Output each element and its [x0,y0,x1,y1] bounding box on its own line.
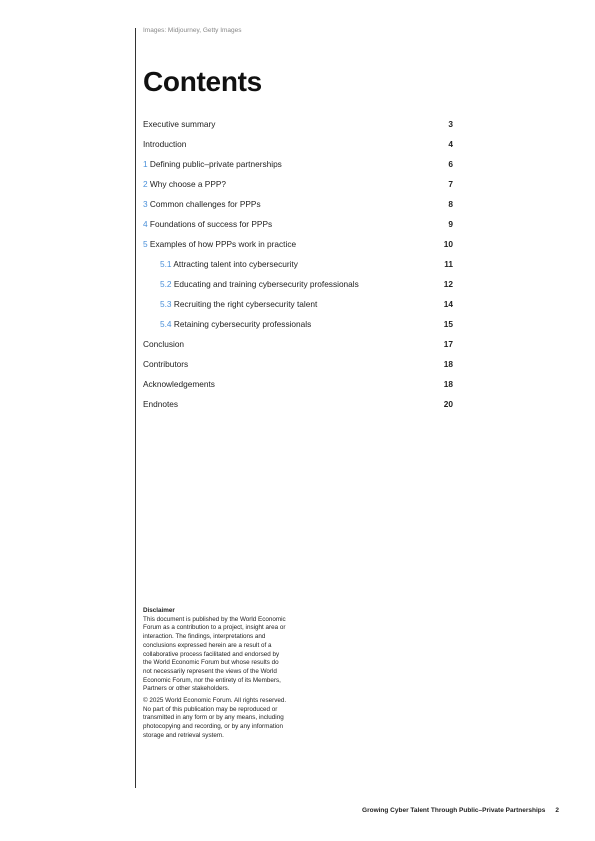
toc-item-label: Acknowledgements [143,379,215,389]
footer-page-number: 2 [555,807,559,814]
toc-item-number: 5 [143,239,150,249]
toc-item-number: 4 [143,219,150,229]
toc-item-label: Why choose a PPP? [149,179,227,189]
toc-item-page: 3 [448,119,453,129]
disclaimer-body: This document is published by the World Economic Forum as a contribution to a project, insight area or interaction. The findings, interpretations and conclusions expressed herein are a result of a collaborative process facilitated and endorsed by the World Economic Forum but whose results do not necessarily represent the views of the World Economic Forum, nor the entirety of its Members, Partners or other stakeholders. [143,615,286,693]
toc-item-number: 3 [143,199,150,209]
page-footer [362,807,559,814]
toc-item-page: 10 [443,239,453,249]
toc-item-endnotes[interactable] [143,398,453,418]
toc-item-number: 5.2 [160,279,174,289]
toc-item-label: Conclusion [143,339,185,349]
image-credit: Images: Midjourney, Getty Images [143,27,242,34]
toc-item-page: 15 [443,319,453,329]
vertical-rule [135,28,136,788]
disclaimer-heading: Disclaimer [143,607,175,614]
toc-item-label: Foundations of success for PPPs [149,219,273,229]
toc-item-page: 9 [448,219,453,229]
toc-item-label: Attracting talent into cybersecurity [173,259,298,269]
copyright-notice: © 2025 World Economic Forum. All rights reserved. No part of this publication may be reproduced or transmitted in any form or by any means, including photocopying and recording, or by any information storage and retrieval system. [143,697,287,739]
toc-item-section-5-1[interactable] [143,258,453,278]
toc-item-page: 7 [448,179,453,189]
toc-item-section-5-4[interactable] [143,318,453,338]
toc-item-label: Endnotes [143,399,179,409]
toc-item-conclusion[interactable] [143,338,453,358]
toc-item-introduction[interactable] [143,138,453,158]
toc-item-label: Examples of how PPPs work in practice [149,239,297,249]
disclaimer-block [143,607,288,741]
toc-item-label: Common challenges for PPPs [149,199,261,209]
toc-item-section-5-2[interactable] [143,278,453,298]
toc-item-label: Contributors [143,359,189,369]
toc-item-number: 1 [143,159,150,169]
toc-item-section-4[interactable] [143,218,453,238]
toc-item-label: Introduction [143,139,187,149]
toc-item-page: 18 [443,379,453,389]
footer-document-title: Growing Cyber Talent Through Public–Private Partnerships [362,807,546,814]
toc-item-label: Defining public–private partnerships [149,159,282,169]
toc-item-page: 14 [443,299,453,309]
table-of-contents [143,118,453,418]
toc-item-label: Executive summary [143,119,216,129]
toc-item-contributors[interactable] [143,358,453,378]
toc-item-page: 20 [443,399,453,409]
toc-item-page: 6 [448,159,453,169]
toc-item-page: 8 [448,199,453,209]
toc-item-section-1[interactable] [143,158,453,178]
toc-item-number: 5.1 [160,259,174,269]
toc-item-page: 12 [443,279,453,289]
toc-item-number: 5.4 [160,319,174,329]
toc-item-section-2[interactable] [143,178,453,198]
toc-item-label: Recruiting the right cybersecurity talent [173,299,318,309]
toc-item-section-3[interactable] [143,198,453,218]
toc-item-number: 5.3 [160,299,174,309]
toc-item-section-5[interactable] [143,238,453,258]
toc-item-acknowledgements[interactable] [143,378,453,398]
toc-item-section-5-3[interactable] [143,298,453,318]
toc-item-page: 4 [448,139,453,149]
toc-item-page: 11 [444,259,453,269]
toc-item-number: 2 [143,179,150,189]
toc-item-page: 18 [443,359,453,369]
page-title: Contents [143,66,262,97]
toc-item-page: 17 [443,339,453,349]
toc-item-label: Educating and training cybersecurity professionals [173,279,359,289]
toc-item-label: Retaining cybersecurity professionals [173,319,312,329]
toc-item-executive-summary[interactable] [143,118,453,138]
